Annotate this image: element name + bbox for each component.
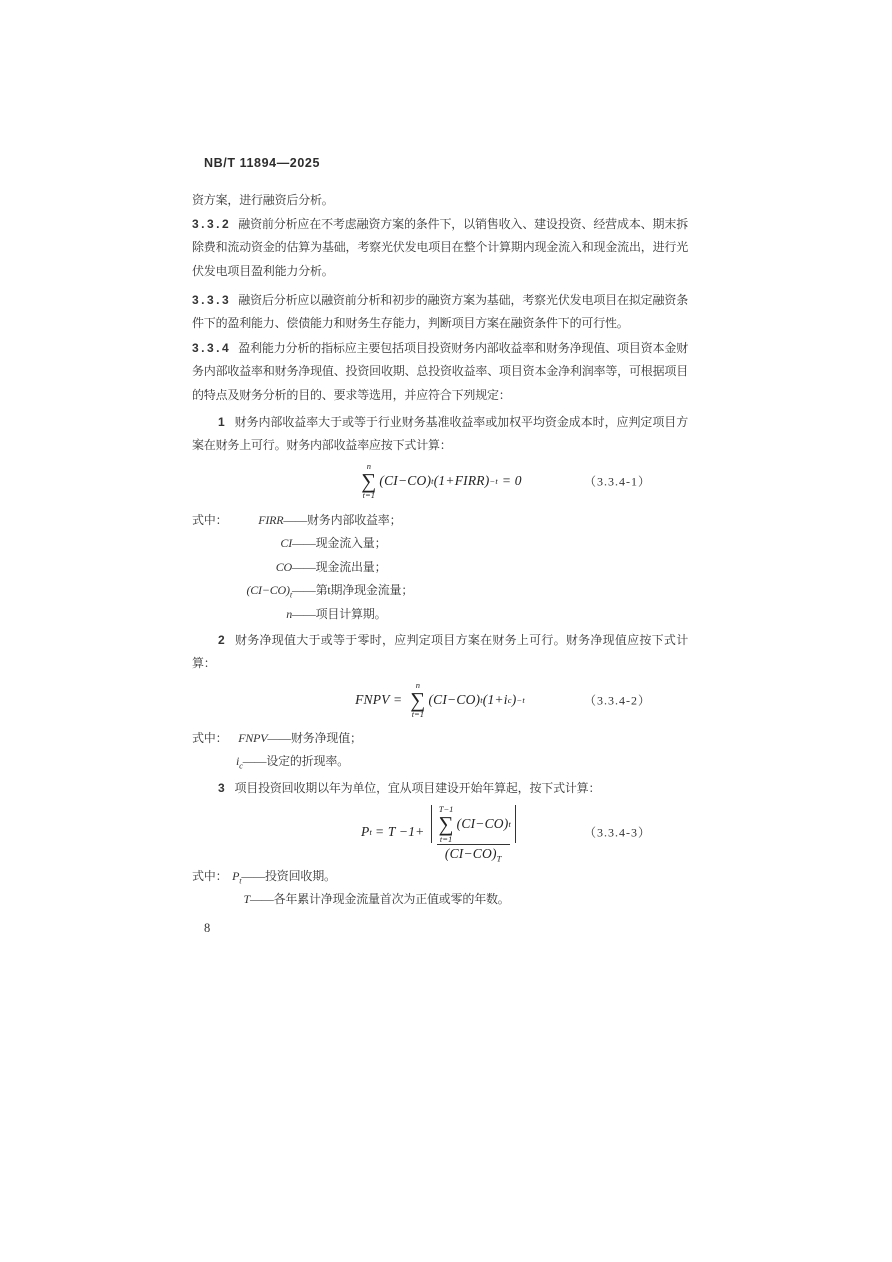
fraction-numerator — [431, 800, 517, 843]
term-ic: i — [503, 691, 508, 707]
equation-body — [355, 681, 525, 719]
section-text: 融资前分析应在不考虑融资方案的条件下，以销售收入、建设投资、经营成本、期末拆除费和流动资金的估算为基础，考察光伏发电项目在整个计算期内现金流入和现金流出，进行光伏发电项目盈利能力分析。 — [192, 217, 688, 278]
list-item-text: 项目投资回收期以年为单位，宜从项目建设开始年算起，按下式计算： — [234, 781, 601, 795]
def-desc: ——投资回收期。 — [241, 869, 336, 883]
section-number: 3.3.2 — [192, 217, 232, 231]
def-desc: ——各年累计净现金流量首次为正值或零的年数。 — [250, 892, 510, 907]
definition-row — [192, 579, 688, 602]
def-term: CO — [275, 559, 292, 574]
term-subscript: t — [480, 694, 483, 705]
summation-symbol — [439, 805, 454, 843]
list-item-number: 1 — [218, 415, 225, 429]
list-item-number: 2 — [218, 633, 225, 647]
fraction — [431, 800, 517, 864]
def-term: $P_t$ — [232, 869, 242, 886]
def-desc: ——项目计算期。 — [292, 606, 387, 621]
standard-code-header: NB/T 11894—2025 — [204, 156, 321, 170]
absolute-value-bars — [431, 805, 517, 843]
sum-lower-limit: t=1 — [439, 833, 453, 844]
def-term: n — [286, 606, 292, 621]
page-number: 8 — [204, 921, 211, 935]
definition-row — [192, 556, 688, 579]
section-3-3-4 — [192, 337, 688, 407]
equation-body — [361, 800, 519, 864]
list-item-3 — [192, 777, 688, 800]
definition-row — [192, 865, 688, 888]
term-subscript: t — [508, 819, 511, 830]
term-ci-co: (CI−CO) — [428, 691, 481, 707]
def-label: 式中： — [192, 869, 228, 883]
def-term: $(CI-CO)_t$ — [246, 583, 292, 600]
term-subscript: t — [369, 827, 372, 837]
term-ci-co: (CI−CO) — [456, 816, 509, 832]
def-desc: ——现金流出量； — [292, 559, 387, 574]
symbol-definitions-2 — [192, 727, 688, 774]
equals-zero: = 0 — [501, 472, 522, 488]
definition-row — [192, 532, 688, 555]
symbol-definitions-3 — [192, 865, 688, 912]
symbol-definitions-1 — [192, 509, 688, 626]
definition-row — [192, 509, 688, 532]
formula-3-3-4-3 — [192, 801, 688, 863]
def-label: 式中： — [192, 513, 228, 527]
list-item-number: 3 — [218, 781, 225, 795]
list-item-text: 财务净现值大于或等于零时，应判定项目方案在财务上可行。财务净现值应按下式计算： — [192, 633, 688, 671]
term-subscript: T — [496, 853, 502, 864]
def-term: CI — [280, 536, 292, 551]
list-item-text: 财务内部收益率大于或等于行业财务基准收益率或加权平均资金成本时，应判定项目方案在财务上可行。财务内部收益率应按下式计算： — [192, 415, 688, 453]
def-desc: ——现金流入量； — [292, 536, 387, 551]
term-superscript: −t — [516, 694, 525, 705]
formula-3-3-4-1 — [192, 459, 688, 503]
term-subscript: t — [431, 475, 434, 486]
section-3-3-2 — [192, 213, 688, 283]
term-superscript: −t — [489, 475, 498, 486]
section-3-3-3 — [192, 289, 688, 336]
definition-row — [192, 888, 688, 911]
term-fnpv: FNPV = — [355, 691, 403, 707]
sigma-glyph: ∑ — [410, 687, 426, 712]
equation-number: （3.3.4-3） — [584, 825, 651, 840]
sum-upper-limit: n — [366, 461, 371, 472]
factor-open: (1+ — [482, 691, 504, 707]
definition-row — [192, 603, 688, 626]
section-number: 3.3.4 — [192, 341, 232, 355]
def-term: $i_c$ — [236, 754, 243, 771]
sigma-glyph: ∑ — [361, 468, 377, 493]
equation-body — [358, 462, 522, 500]
section-text: 盈利能力分析的指标应主要包括项目投资财务内部收益率和财务净现值、项目资本金财务内部收益率和财务净现值、投资回收期、总投资收益率、项目资本金净利润率等，可根据项目的特点及财务分析的目的、要求等选用，并应符合下列规定： — [192, 341, 688, 402]
def-term: FNPV — [238, 731, 268, 745]
sum-lower-limit: t=1 — [362, 490, 375, 501]
section-text: 融资后分析应以融资前分析和初步的融资方案为基础，考察光伏发电项目在拟定融资条件下的盈利能力、偿债能力和财务生存能力，判断项目方案在融资条件下的可行性。 — [192, 293, 688, 331]
paragraph-continued: 资方案，进行融资后分析。 — [192, 193, 334, 207]
summation-symbol — [410, 681, 425, 719]
definition-row — [192, 727, 688, 750]
list-item-2 — [192, 629, 688, 676]
term-firr: (1+FIRR) — [433, 472, 490, 488]
list-item-1 — [192, 411, 688, 458]
def-desc: ——财务净现值； — [267, 731, 362, 745]
def-desc: ——财务内部收益率； — [283, 513, 402, 527]
term-ci-co: (CI−CO) — [444, 846, 497, 862]
sum-upper-limit: T−1 — [438, 804, 454, 815]
term-pt: P — [360, 824, 370, 839]
term-ci-co: (CI−CO) — [379, 472, 432, 488]
fraction-denominator — [437, 844, 510, 864]
sum-lower-limit: t=1 — [411, 709, 425, 720]
def-term: FIRR — [258, 513, 284, 527]
sum-upper-limit: n — [415, 680, 420, 691]
sigma-glyph: ∑ — [438, 811, 454, 836]
summation-symbol — [361, 462, 376, 500]
def-desc: ——第t期净现金流量； — [292, 583, 414, 598]
term-subscript: c — [507, 694, 512, 705]
mid-expression: = T −1+ — [375, 824, 425, 839]
def-label: 式中： — [192, 731, 228, 745]
equation-number: （3.3.4-2） — [584, 693, 651, 708]
factor-close: ) — [511, 691, 517, 707]
section-number: 3.3.3 — [192, 293, 232, 307]
def-desc: ——设定的折现率。 — [242, 754, 349, 769]
def-term: T — [243, 892, 250, 907]
equation-number: （3.3.4-1） — [584, 474, 651, 489]
formula-3-3-4-2 — [192, 678, 688, 722]
